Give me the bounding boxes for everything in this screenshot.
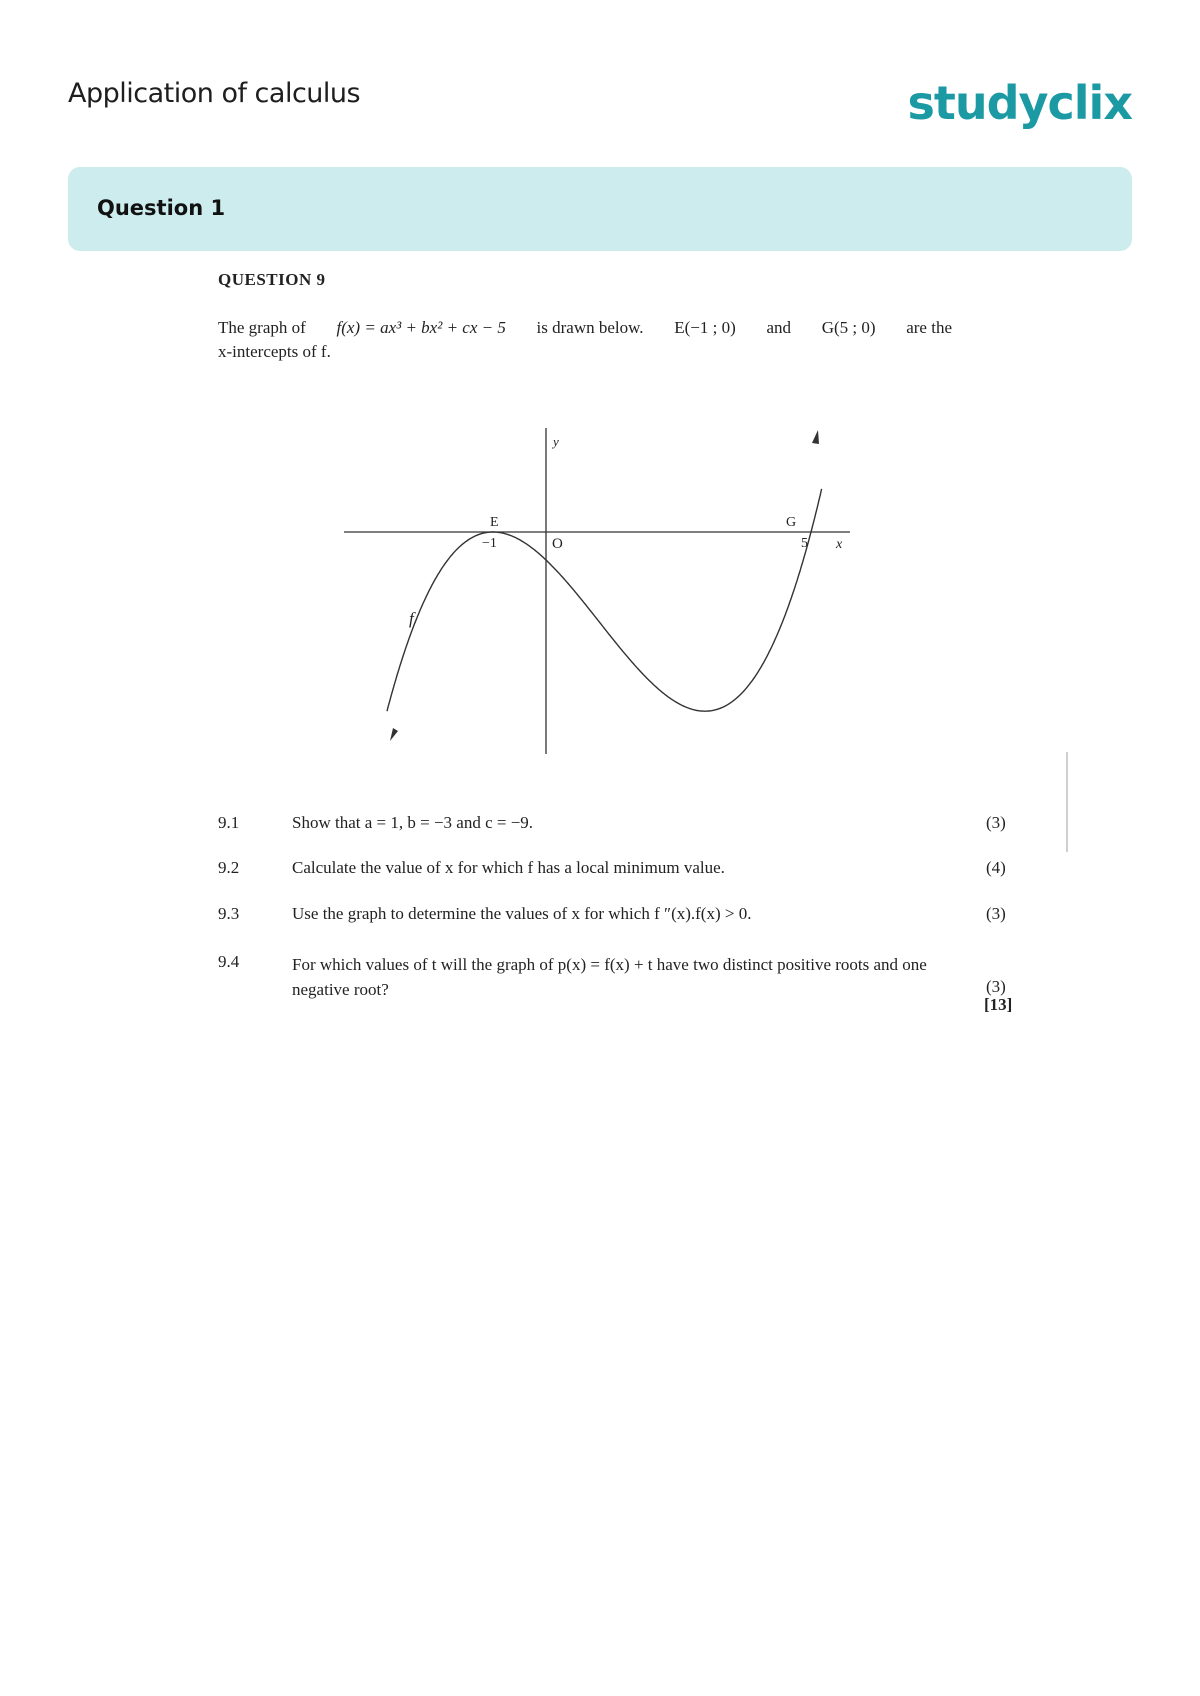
subquestion-number: 9.2 [218, 858, 240, 877]
x-axis-label: x [836, 537, 843, 552]
intro-point-g: G(5 ; 0) [821, 318, 876, 337]
subquestion-marks: (3) [986, 813, 1006, 832]
intro-part: The graph of [218, 318, 306, 337]
page-title: Application of calculus [68, 78, 361, 109]
subquestion-number: 9.4 [218, 952, 240, 971]
intro-point-e: E(−1 ; 0) [674, 318, 736, 337]
question-heading: QUESTION 9 [218, 270, 326, 289]
question-banner [68, 167, 1132, 251]
cubic-graph [330, 418, 870, 758]
intro-function: f(x) = ax³ + bx² + cx − 5 [336, 318, 506, 337]
subquestion-text: Show that a = 1, b = −3 and c = −9. [292, 813, 534, 832]
question-banner-label: Question 1 [97, 196, 226, 220]
curve-label: f [409, 609, 414, 628]
intro-line-1 [218, 318, 952, 338]
subquestion-marks: (4) [986, 858, 1006, 877]
intro-part: is drawn below. [536, 318, 644, 337]
question-intro [218, 318, 952, 362]
origin-label: O [552, 536, 563, 552]
subquestion-text: Use the graph to determine the values of x for which f ″(x).f(x) > 0. [292, 904, 752, 923]
studyclix-logo[interactable]: studyclix [907, 76, 1132, 130]
cubic-curve [387, 489, 822, 711]
intro-line-2: x-intercepts of f. [218, 342, 331, 361]
point-e-label: E [490, 515, 499, 530]
margin-line [1066, 752, 1068, 852]
subquestion-number: 9.1 [218, 813, 240, 832]
subquestion-marks: (3) [986, 904, 1006, 923]
point-g-label: G [786, 515, 797, 530]
subquestion-marks: (3) [986, 977, 1006, 996]
curve-arrow-bottom [390, 728, 398, 741]
intro-part: are the [906, 318, 952, 337]
intro-part: and [766, 318, 792, 337]
y-axis-label: y [553, 434, 559, 449]
subquestion-text: For which values of t will the graph of p(x) = f(x) + t have two distinct positive roots and one negative root? [292, 955, 927, 999]
curve-arrow-top [812, 430, 819, 444]
tick-label-5: 5 [801, 536, 808, 551]
subquestion-text: Calculate the value of x for which f has a local minimum value. [292, 858, 725, 877]
tick-label-neg1: −1 [482, 536, 497, 551]
subquestion-number: 9.3 [218, 904, 240, 923]
total-marks: [13] [984, 995, 1013, 1014]
